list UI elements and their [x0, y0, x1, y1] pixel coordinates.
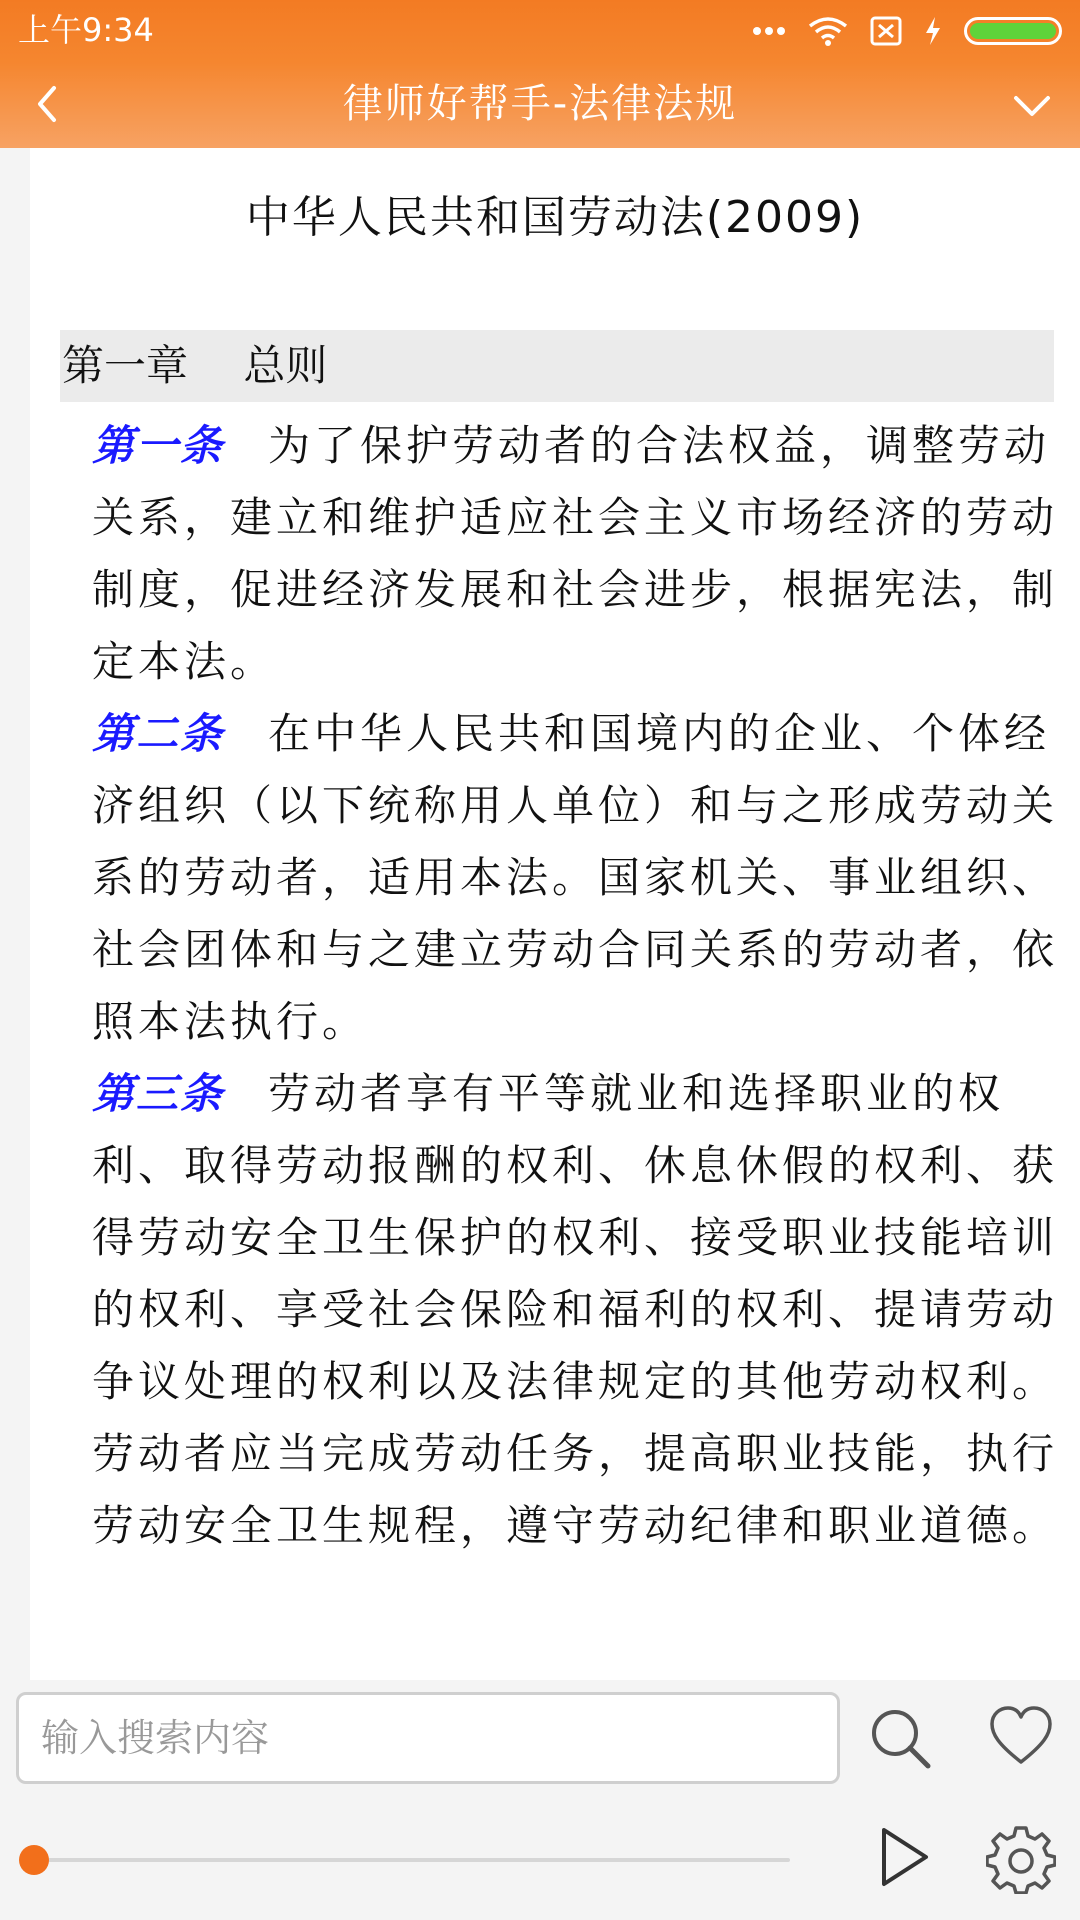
battery-level — [970, 23, 1056, 39]
search-icon[interactable] — [868, 1706, 934, 1772]
article-3 — [92, 1058, 1078, 1562]
article-1 — [92, 410, 1078, 698]
document-title: 中华人民共和国劳动法(2009) — [245, 192, 865, 243]
status-icons — [752, 12, 1062, 50]
article-text: 劳动者享有平等就业和选择职业的权利、取得劳动报酬的权利、休息休假的权利、获得劳动安全卫生保护的权利、接受职业技能培训的权利、享受社会保险和福利的权利、提请劳动争议处理的权利以及法律规定的其他劳动权利。劳动者应当完成劳动任务，提高职业技能，执行劳动安全卫生规程，遵守劳动纪律和职业道德。 — [92, 1069, 1059, 1550]
search-input[interactable] — [16, 1692, 840, 1784]
progress-handle[interactable] — [19, 1845, 49, 1875]
article-label[interactable]: 第二条 — [92, 709, 225, 758]
article-text: 在中华人民共和国境内的企业、个体经济组织（以下统称用人单位）和与之形成劳动关系的劳动者，适用本法。国家机关、事业组织、社会团体和与之建立劳动合同关系的劳动者，依照本法执行。 — [92, 709, 1059, 1046]
audio-progress-slider[interactable] — [34, 1858, 790, 1862]
charging-icon — [924, 16, 942, 46]
app-header — [0, 62, 1080, 148]
play-icon[interactable] — [876, 1824, 932, 1890]
page-title: 律师好帮手-法律法规 — [342, 81, 738, 127]
more-dots-icon — [752, 26, 786, 36]
status-bar — [0, 0, 1080, 62]
status-time: 上午9:34 — [18, 11, 154, 49]
article-text: 为了保护劳动者的合法权益，调整劳动关系，建立和维护适应社会主义市场经济的劳动制度，促进经济发展和社会进步，根据宪法，制定本法。 — [92, 421, 1059, 686]
article-label[interactable]: 第三条 — [92, 1069, 225, 1118]
battery-icon — [964, 17, 1062, 45]
article-list — [92, 410, 1078, 1562]
article-label[interactable]: 第一条 — [92, 421, 225, 470]
chevron-down-icon[interactable] — [1010, 88, 1054, 124]
bottom-toolbar — [0, 1680, 1080, 1920]
wifi-icon — [808, 16, 848, 46]
article-2 — [92, 698, 1078, 1058]
chapter-heading: 第一章 总则 — [60, 330, 1054, 402]
gear-icon[interactable] — [986, 1824, 1056, 1894]
document-content[interactable] — [30, 148, 1080, 1680]
sim-off-icon — [870, 16, 902, 46]
heart-icon[interactable] — [988, 1704, 1054, 1770]
